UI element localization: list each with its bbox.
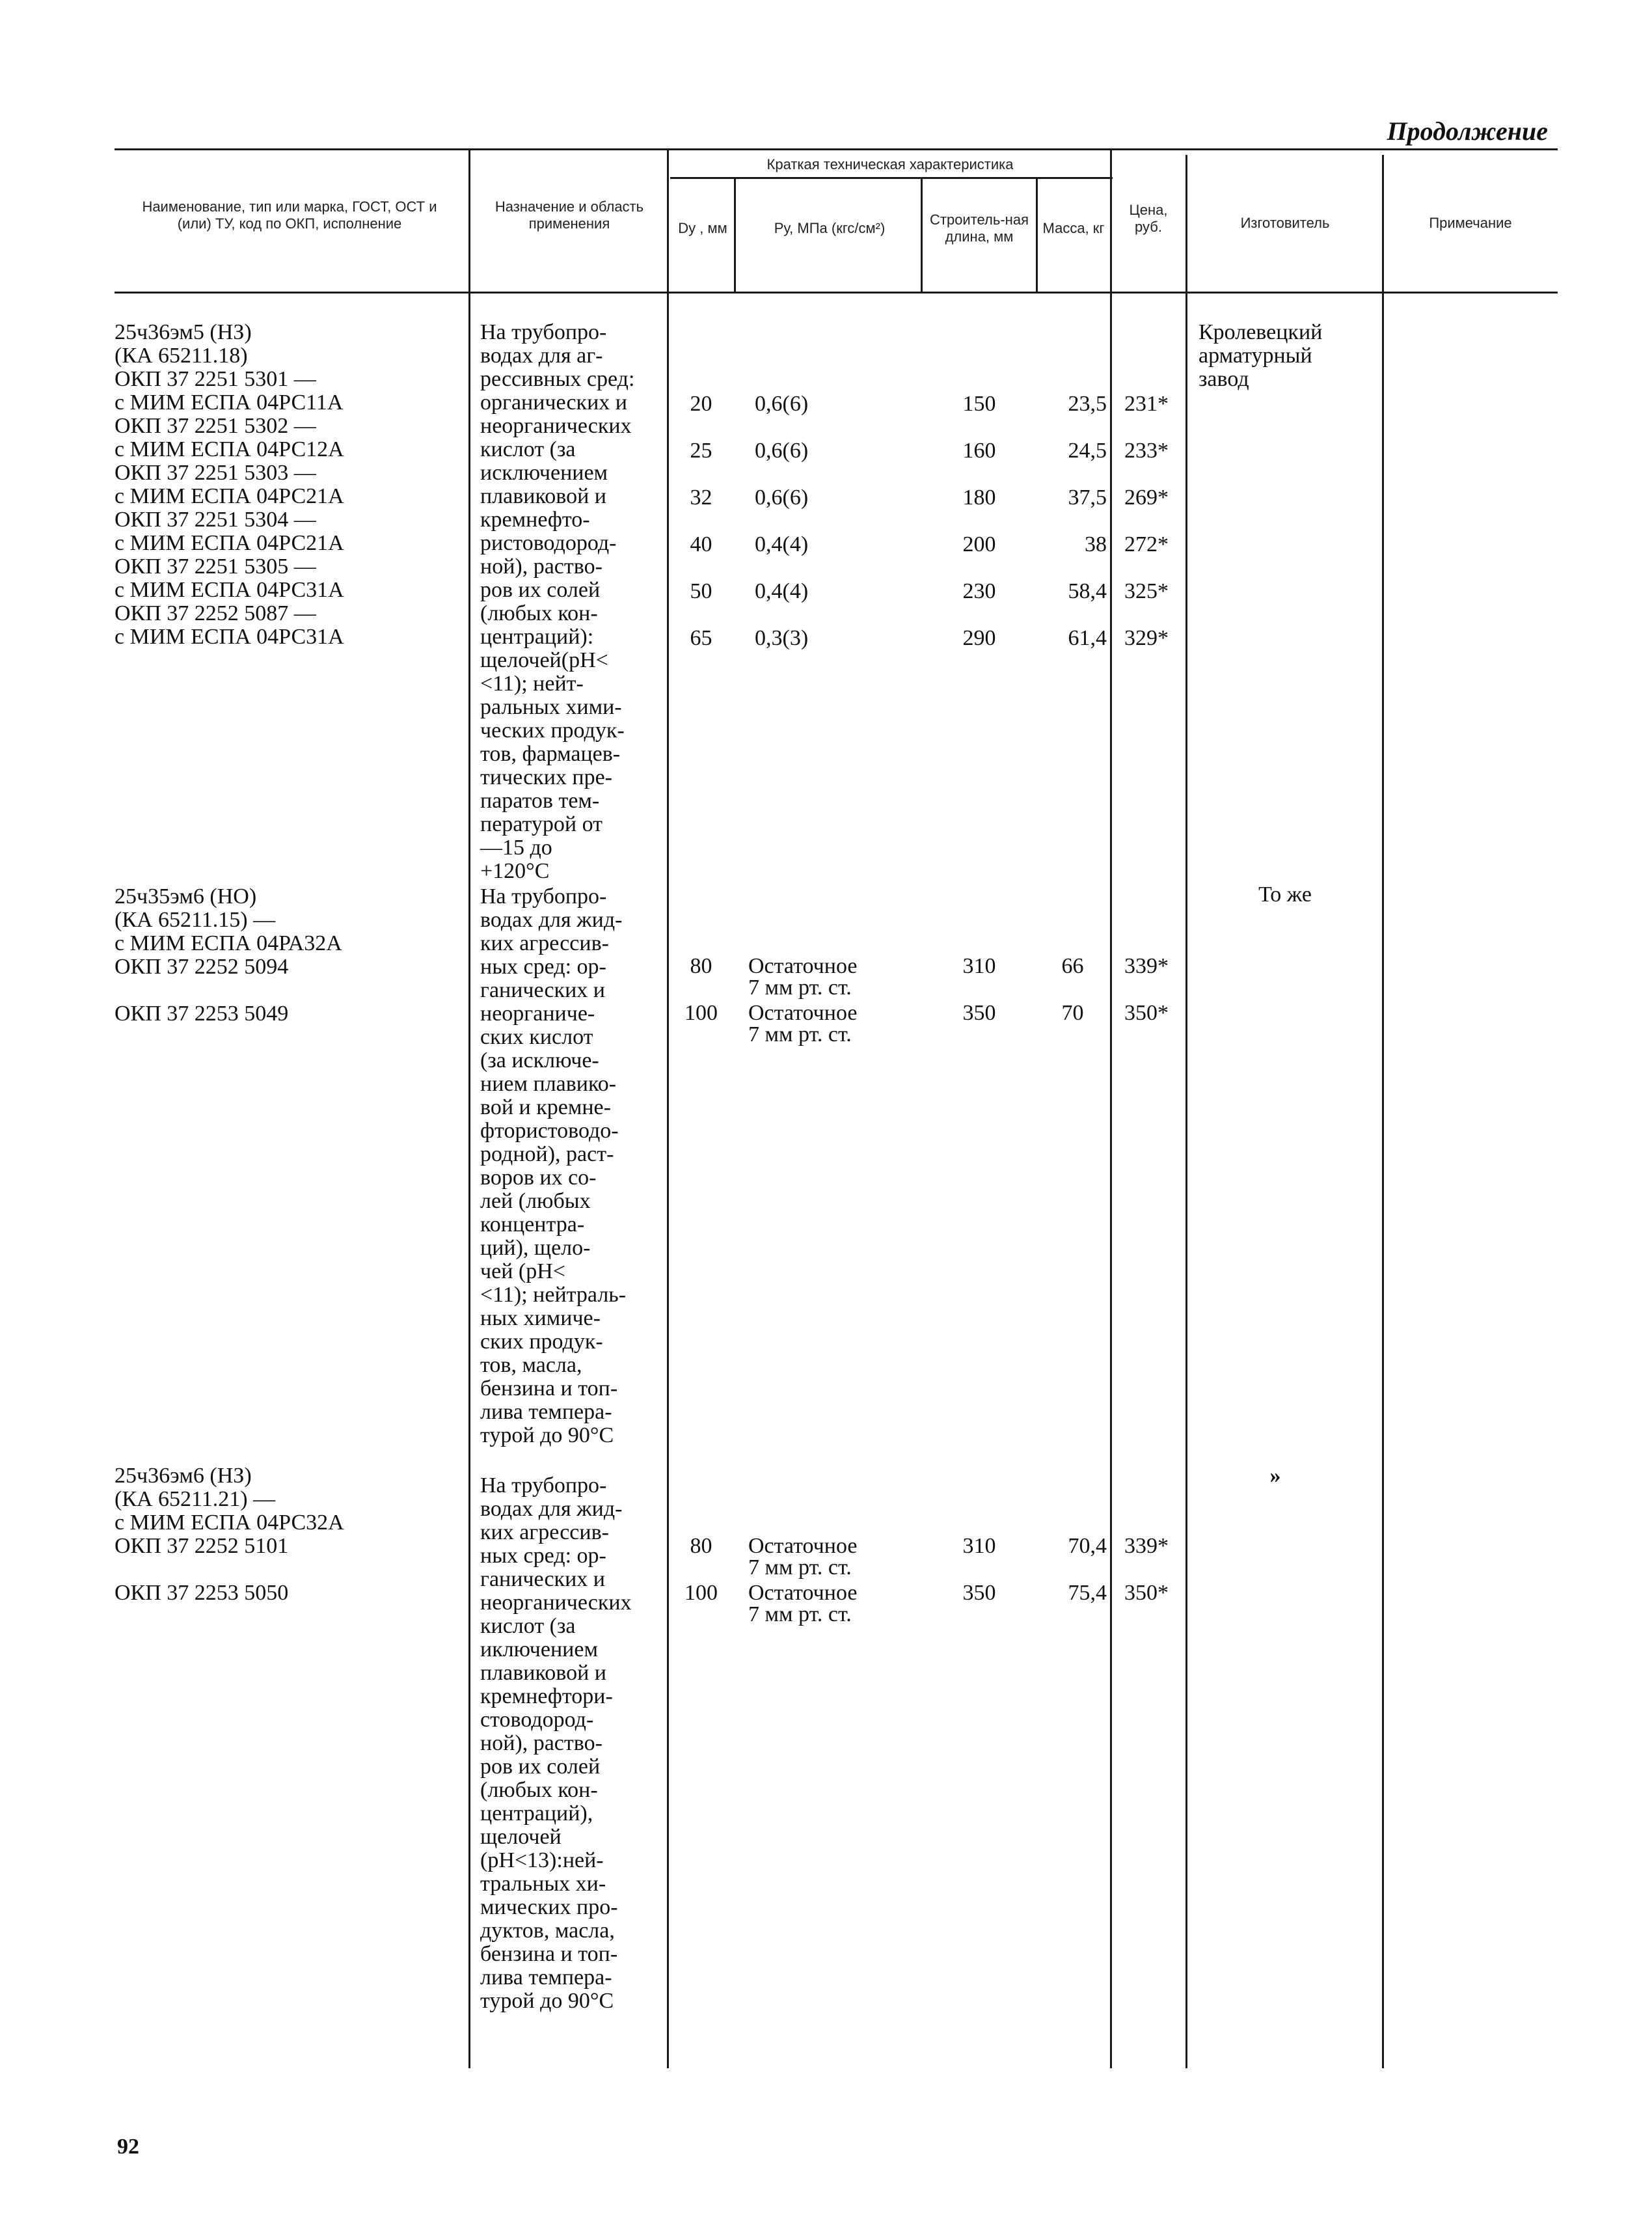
purpose-line: воров их со-	[480, 1166, 597, 1190]
purpose-line: <11); нейтраль-	[480, 1283, 627, 1307]
purpose-line: стоводород-	[480, 1708, 594, 1732]
name-line: ОКП 37 2253 5049	[115, 1002, 289, 1026]
dy-cell: 100	[684, 1581, 718, 1605]
name-line: с МИМ ЕСПА 04РС32А	[115, 1511, 344, 1535]
continuation-label: Продолжение	[1387, 116, 1548, 146]
py-cell-2: 7 мм рт. ст.	[748, 1555, 852, 1579]
length-cell: 310	[962, 954, 996, 978]
py-cell: Остаточное	[748, 1534, 858, 1558]
purpose-line: неорганических	[480, 414, 632, 438]
name-line: с МИМ ЕСПА 04РА32А	[115, 931, 342, 955]
purpose-line: ристоводород-	[480, 531, 617, 555]
purpose-line: ких агрессив-	[480, 931, 609, 955]
purpose-line: ских кислот	[480, 1025, 593, 1049]
mass-cell: 38	[1085, 532, 1107, 556]
mass-cell: 70	[1061, 1001, 1084, 1025]
purpose-line: бензина и топ-	[480, 1942, 618, 1966]
name-line: ОКП 37 2251 5305 —	[115, 554, 316, 579]
purpose-line: (любых кон-	[480, 601, 598, 625]
name-line: с МИМ ЕСПА 04РС31А	[115, 578, 344, 602]
header-top-rule	[115, 148, 1558, 150]
mass-cell: 61,4	[1068, 626, 1107, 650]
purpose-line: ций), щело-	[480, 1236, 591, 1260]
purpose-line: ческих продук-	[480, 718, 625, 743]
purpose-line: органических и	[480, 390, 627, 415]
purpose-line: +120°С	[480, 859, 550, 883]
purpose-line: центраций),	[480, 1801, 593, 1826]
purpose-line: иключением	[480, 1637, 598, 1661]
header-name: Наименование, тип или марка, ГОСТ, ОСТ и (или) ТУ, код по ОКП, исполнение	[142, 198, 437, 232]
py-cell: 0,4(4)	[755, 579, 809, 603]
mass-cell: 37,5	[1068, 485, 1107, 510]
header-maker: Изготовитель	[1240, 215, 1330, 231]
maker-line: завод	[1198, 367, 1249, 391]
purpose-line: кремнефтори-	[480, 1684, 613, 1708]
purpose-line: лей (любых	[480, 1189, 591, 1213]
group2-names	[115, 885, 342, 1026]
price-cell: 339*	[1124, 1534, 1169, 1558]
col-divider-8	[1382, 155, 1384, 2068]
purpose-line: концентра-	[480, 1212, 585, 1237]
price-cell: 339*	[1124, 954, 1169, 978]
py-cell: 0,3(3)	[755, 626, 809, 650]
name-line: ОКП 37 2251 5303 —	[115, 461, 316, 485]
mass-cell: 24,5	[1068, 439, 1107, 463]
price-cell: 329*	[1124, 626, 1169, 650]
purpose-line: бензина и топ-	[480, 1376, 618, 1401]
length-cell: 310	[962, 1534, 996, 1558]
purpose-line: паратов тем-	[480, 789, 600, 813]
purpose-line: ских продук-	[480, 1330, 603, 1354]
length-cell: 350	[962, 1001, 996, 1025]
purpose-line: водах для аг-	[480, 344, 603, 368]
purpose-line: <11); нейт-	[480, 672, 584, 696]
tech-subheader-rule	[670, 177, 1113, 179]
purpose-line: ных сред: ор-	[480, 955, 606, 979]
group2-maker: То же	[1258, 882, 1312, 907]
purpose-line: (любых кон-	[480, 1778, 598, 1802]
dy-cell: 20	[690, 392, 712, 416]
purpose-line: турой до 90°С	[480, 1989, 614, 2013]
header-note: Примечание	[1429, 215, 1512, 231]
purpose-line: кислот (за	[480, 437, 576, 461]
purpose-line: вой и кремне-	[480, 1095, 611, 1119]
py-cell: 0,6(6)	[755, 392, 809, 416]
maker-line: арматурный	[1198, 344, 1312, 368]
py-cell-2: 7 мм рт. ст.	[748, 1022, 852, 1046]
purpose-line: рессивных сред:	[480, 367, 635, 391]
length-cell: 290	[962, 626, 996, 650]
col-divider-7	[1185, 155, 1187, 2068]
purpose-line: тов, масла,	[480, 1353, 582, 1377]
header-tech: Краткая техническая характеристика	[766, 156, 1014, 172]
group3-names	[115, 1464, 344, 1605]
length-cell: 350	[962, 1581, 996, 1605]
purpose-line: ганических и	[480, 1567, 605, 1591]
price-cell: 350*	[1124, 1581, 1169, 1605]
purpose-line: центраций):	[480, 625, 594, 649]
price-cell: 233*	[1124, 439, 1169, 463]
price-cell: 325*	[1124, 579, 1169, 603]
purpose-line: (pH<13):ней-	[480, 1848, 604, 1872]
py-cell: Остаточное	[748, 954, 858, 978]
purpose-line: ральных хими-	[480, 695, 622, 719]
group1-maker	[1198, 321, 1322, 391]
mass-cell: 75,4	[1068, 1581, 1107, 1605]
header-dy: Dу , мм	[678, 220, 727, 236]
name-line: ОКП 37 2253 5050	[115, 1581, 289, 1605]
name-line: (КА 65211.15) —	[115, 908, 276, 932]
mass-cell: 58,4	[1068, 579, 1107, 603]
purpose-line: плавиковой и	[480, 484, 607, 508]
name-line: с МИМ ЕСПА 04РС21А	[115, 531, 344, 555]
name-line	[115, 1558, 344, 1581]
name-line: с МИМ ЕСПА 04РС12А	[115, 437, 344, 461]
name-line: ОКП 37 2251 5304 —	[115, 508, 316, 532]
purpose-line: (за исключе-	[480, 1048, 599, 1073]
name-line: ОКП 37 2251 5302 —	[115, 414, 316, 438]
header-price: Цена, руб.	[1129, 202, 1168, 235]
py-cell: 0,6(6)	[755, 439, 809, 463]
dy-cell: 80	[690, 1534, 712, 1558]
purpose-line: кислот (за	[480, 1614, 576, 1638]
col-divider-4	[921, 177, 923, 292]
length-cell: 180	[962, 485, 996, 510]
purpose-line: мических про-	[480, 1895, 618, 1919]
purpose-line: кремнефто-	[480, 508, 590, 532]
name-line: 25ч36эм5 (НЗ)	[115, 320, 252, 344]
name-line: с МИМ ЕСПА 04РС21А	[115, 484, 344, 508]
name-line: с МИМ ЕСПА 04РС31А	[115, 625, 344, 649]
purpose-line: ной), раство-	[480, 554, 603, 579]
purpose-line: лива темпера-	[480, 1965, 612, 1990]
header-length: Строитель-ная длина, мм	[930, 212, 1029, 245]
mass-cell: 70,4	[1068, 1534, 1107, 1558]
group1-names	[115, 321, 344, 649]
group3-purpose	[480, 1474, 632, 2013]
purpose-line: —15 до	[480, 836, 552, 860]
maker-line: Кролевецкий	[1198, 320, 1323, 344]
name-line: ОКП 37 2252 5094	[115, 955, 289, 979]
py-cell-2: 7 мм рт. ст.	[748, 1602, 852, 1626]
col-divider-6	[1110, 148, 1112, 2068]
purpose-line: ров их солей	[480, 1755, 601, 1779]
purpose-line: тических пре-	[480, 765, 613, 789]
purpose-line: исключением	[480, 461, 608, 485]
py-cell: Остаточное	[748, 1581, 858, 1605]
name-line: ОКП 37 2252 5101	[115, 1534, 289, 1558]
py-cell: Остаточное	[748, 1001, 858, 1025]
col-divider-5	[1036, 177, 1038, 292]
py-cell: 0,6(6)	[755, 485, 809, 510]
dy-cell: 32	[690, 485, 712, 510]
purpose-line: пературой от	[480, 812, 603, 836]
name-line: 25ч36эм6 (НЗ)	[115, 1464, 252, 1488]
name-line: с МИМ ЕСПА 04РС11А	[115, 390, 344, 415]
group3-maker: »	[1269, 1464, 1281, 1488]
purpose-line: На трубопро-	[480, 320, 607, 344]
purpose-line: фтористоводо-	[480, 1119, 619, 1143]
price-cell: 231*	[1124, 392, 1169, 416]
purpose-line: ной), раство-	[480, 1731, 603, 1755]
dy-cell: 40	[690, 532, 712, 556]
name-line: ОКП 37 2251 5301 —	[115, 367, 316, 391]
purpose-line: На трубопро-	[480, 884, 607, 909]
price-cell: 272*	[1124, 532, 1169, 556]
header-mass: Масса, кг	[1042, 220, 1105, 236]
length-cell: 230	[962, 579, 996, 603]
purpose-line: ных сред: ор-	[480, 1544, 606, 1568]
purpose-line: нием плавико-	[480, 1072, 617, 1096]
name-line: 25ч35эм6 (НО)	[115, 884, 257, 909]
dy-cell: 65	[690, 626, 712, 650]
group1-purpose	[480, 321, 634, 883]
purpose-line: водах для жид-	[480, 908, 623, 932]
col-divider-3	[734, 177, 736, 292]
purpose-line: На трубопро-	[480, 1473, 607, 1497]
length-cell: 150	[962, 392, 996, 416]
purpose-line: ров их солей	[480, 578, 601, 602]
purpose-line: щелочей(pH<	[480, 648, 608, 672]
purpose-line: чей (pH<	[480, 1259, 565, 1283]
purpose-line: плавиковой и	[480, 1661, 607, 1685]
purpose-line: ных химиче-	[480, 1306, 601, 1330]
header-bottom-rule	[115, 292, 1558, 294]
mass-cell: 66	[1061, 954, 1084, 978]
purpose-line: неорганиче-	[480, 1002, 595, 1026]
purpose-line: родной), раст-	[480, 1142, 614, 1166]
name-line: ОКП 37 2252 5087 —	[115, 601, 316, 625]
py-cell-2: 7 мм рт. ст.	[748, 976, 852, 1000]
header-purpose: Назначение и область применения	[494, 198, 644, 232]
purpose-line: водах для жид-	[480, 1497, 623, 1521]
col-divider-1	[468, 148, 470, 2068]
py-cell: 0,4(4)	[755, 532, 809, 556]
purpose-line: тов, фармацев-	[480, 742, 621, 766]
purpose-line: щелочей	[480, 1825, 562, 1849]
price-cell: 269*	[1124, 485, 1169, 510]
length-cell: 160	[962, 439, 996, 463]
name-line: (КА 65211.21) —	[115, 1487, 276, 1511]
purpose-line: лива темпера-	[480, 1400, 612, 1424]
col-divider-2	[667, 148, 669, 2068]
purpose-line: дуктов, масла,	[480, 1919, 615, 1943]
header-py: Pу, МПа (кгс/см²)	[774, 220, 886, 236]
page-number: 92	[117, 2135, 139, 2159]
price-cell: 350*	[1124, 1001, 1169, 1025]
purpose-line: тральных хи-	[480, 1872, 606, 1896]
dy-cell: 50	[690, 579, 712, 603]
group2-purpose	[480, 885, 626, 1447]
dy-cell: 25	[690, 439, 712, 463]
name-line	[115, 979, 342, 1002]
name-line: (КА 65211.18)	[115, 344, 248, 368]
dy-cell: 100	[684, 1001, 718, 1025]
length-cell: 200	[962, 532, 996, 556]
dy-cell: 80	[690, 954, 712, 978]
mass-cell: 23,5	[1068, 392, 1107, 416]
purpose-line: ганических и	[480, 978, 605, 1002]
purpose-line: ких агрессив-	[480, 1520, 609, 1544]
purpose-line: неорганических	[480, 1591, 632, 1615]
purpose-line: турой до 90°С	[480, 1423, 614, 1447]
